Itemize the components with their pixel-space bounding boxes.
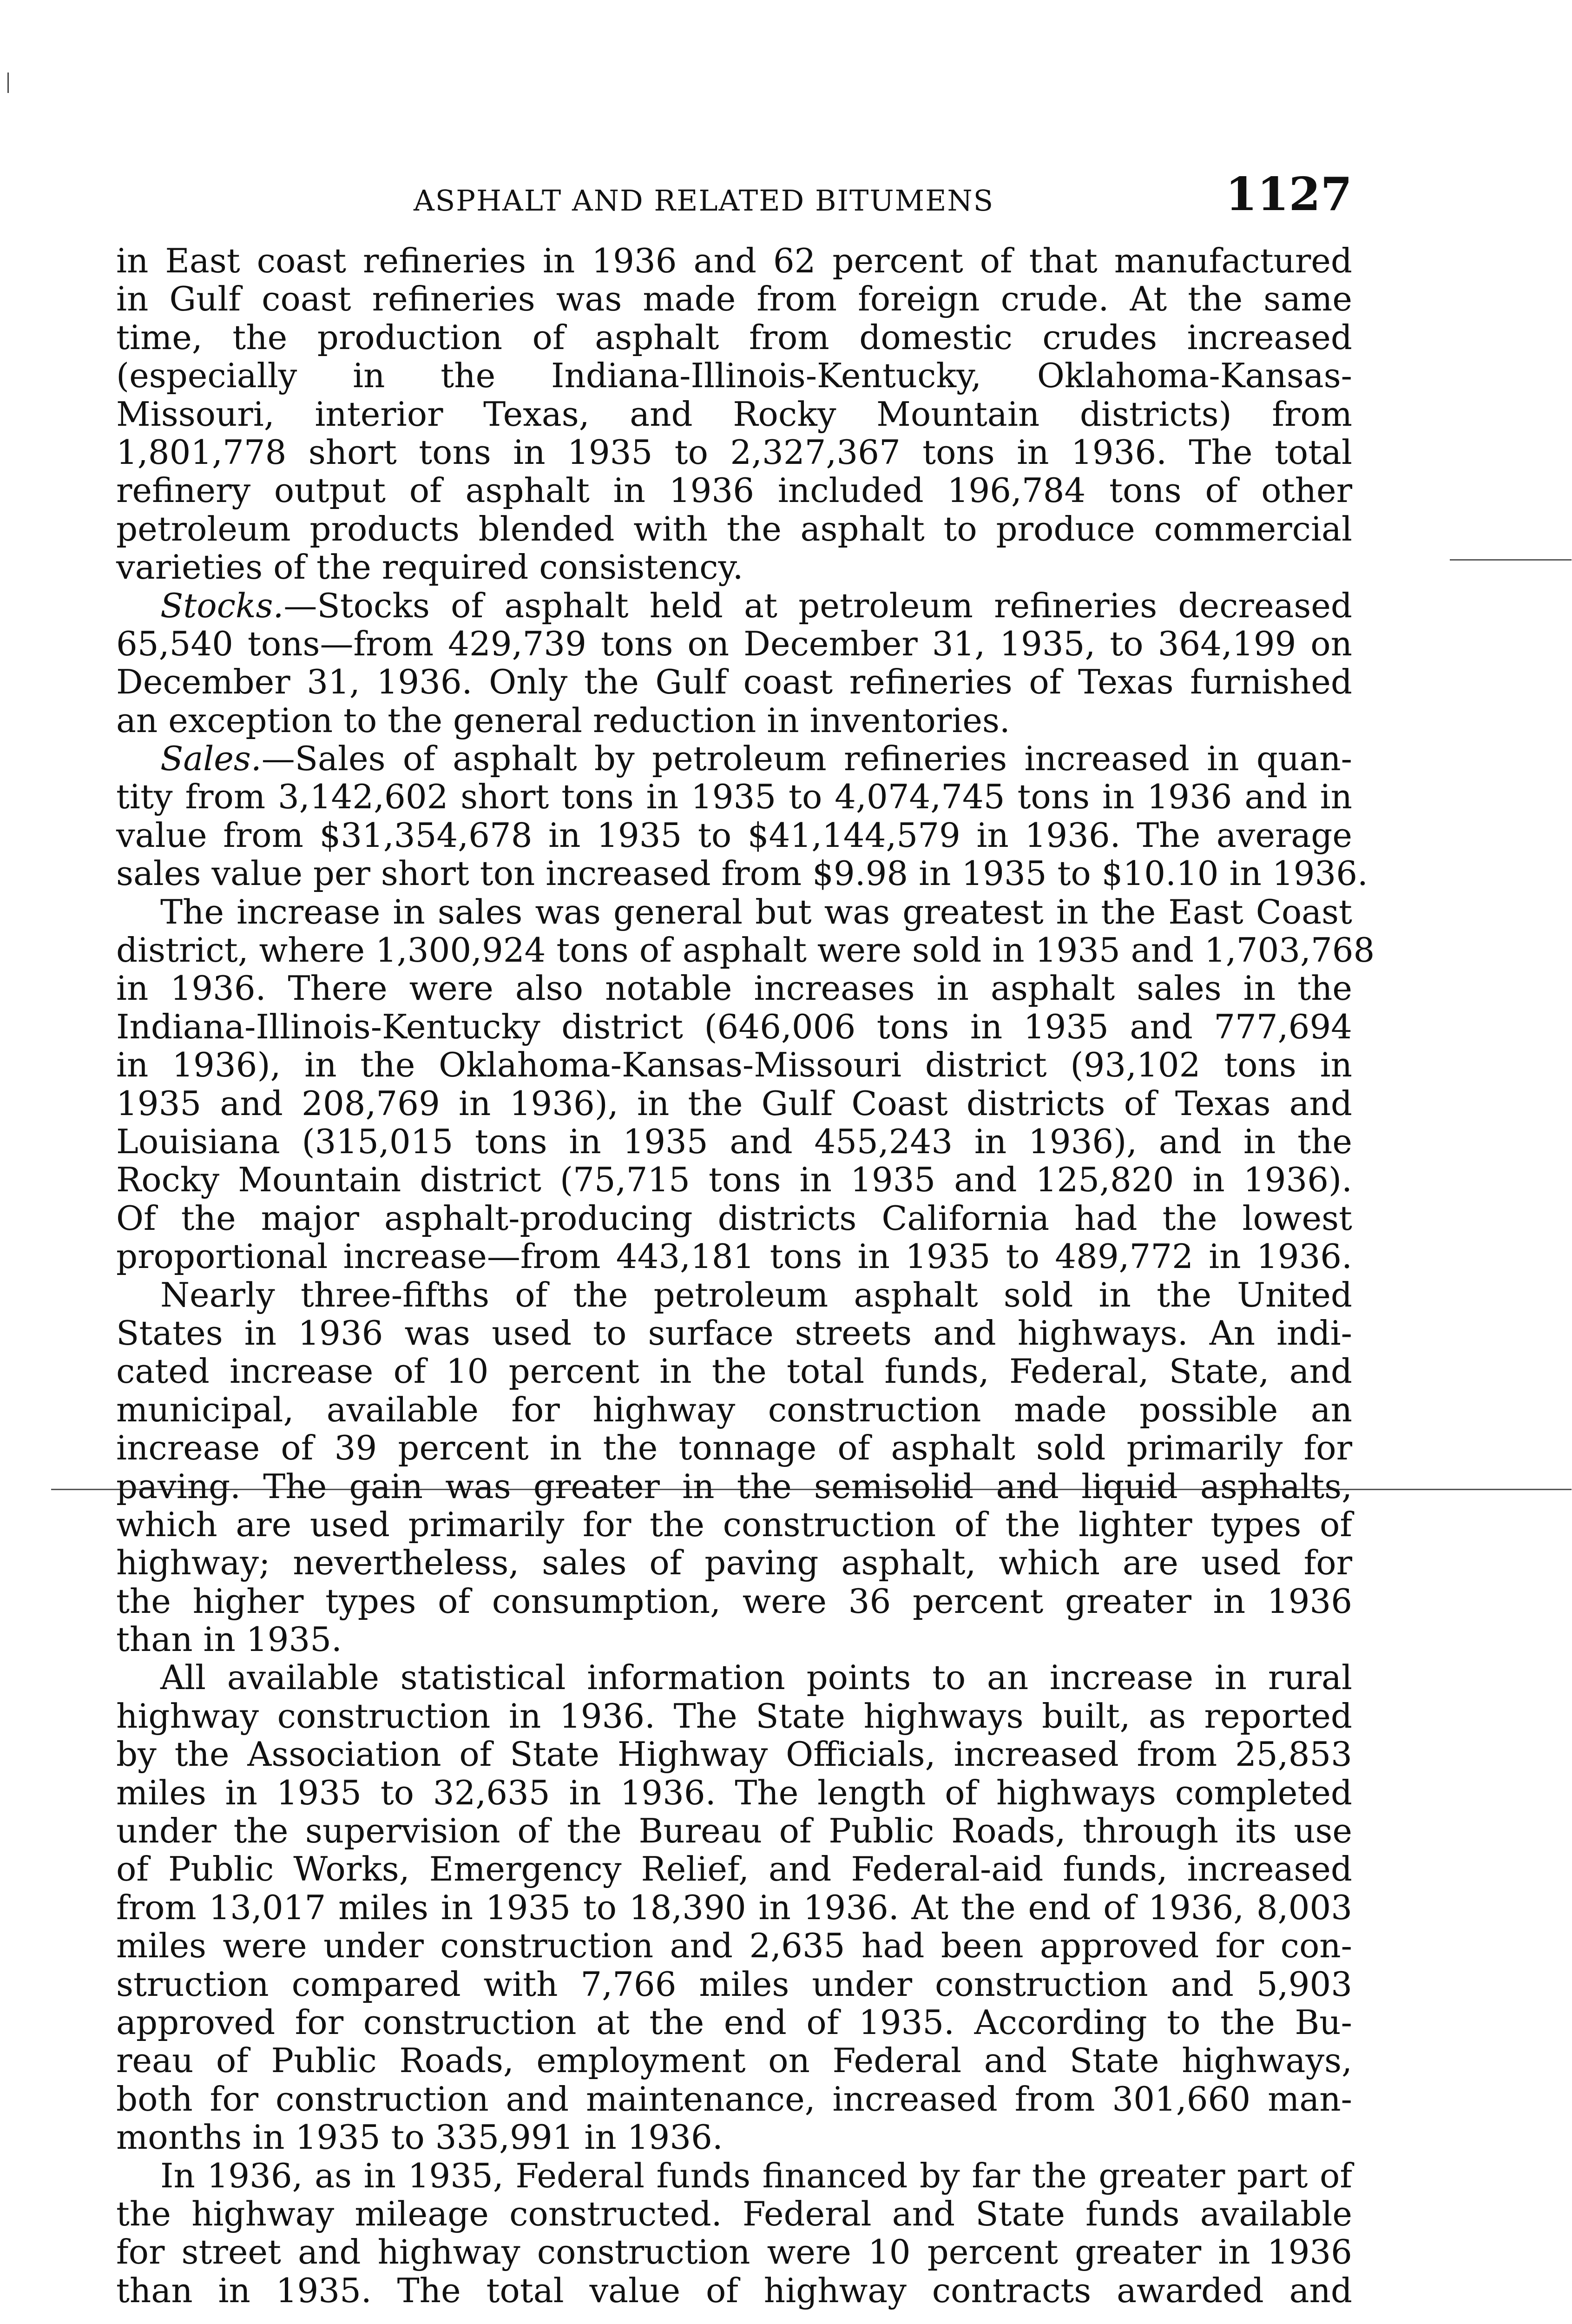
text-line: highway; nevertheless, sales of paving asphalt, which are used for: [116, 1543, 1352, 1583]
text-line: than in 1935.: [116, 1620, 342, 1659]
text-line: district, where 1,300,924 tons of asphalt were sold in 1935 and 1,703,768: [116, 931, 1375, 970]
paragraph-stocks: [116, 587, 1352, 740]
text-line: (especially in the Indiana-Illinois-Kentucky, Oklahoma-Kansas-: [116, 356, 1352, 396]
text-line: in 1936), in the Oklahoma-Kansas-Missouri district (93,102 tons in: [116, 1045, 1352, 1085]
scan-rule-upper: [1450, 559, 1572, 561]
run-in-heading-stocks: Stocks.: [160, 586, 284, 625]
text-line: time, the production of asphalt from domestic crudes increased: [116, 317, 1352, 357]
paragraph-highway-construction: [116, 1658, 1352, 2156]
text-line: struction compared with 7,766 miles under construction and 5,903: [116, 1964, 1352, 2004]
text-line: The increase in sales was general but was greatest in the East Coast: [160, 892, 1352, 931]
text-line: in 1936. There were also notable increases in asphalt sales in the: [116, 969, 1352, 1008]
text-line: States in 1936 was used to surface streets and highways. An indi-: [116, 1313, 1352, 1353]
text-line: than in 1935. The total value of highway contracts awarded and: [116, 2271, 1352, 2310]
paragraph-sales-increase: [116, 892, 1375, 1276]
text-line: varieties of the required consistency.: [116, 548, 743, 587]
text-line: which are used primarily for the construction of the lighter types of: [116, 1505, 1352, 1544]
text-line: Rocky Mountain district (75,715 tons in 1935 and 125,820 in 1936).: [116, 1160, 1352, 1200]
text-line: In 1936, as in 1935, Federal funds financed by far the greater part of: [160, 2156, 1352, 2195]
text-line: of Public Works, Emergency Relief, and Federal-aid funds, increased: [116, 1849, 1352, 1889]
text-line: [116, 739, 1352, 778]
paragraph-continuation: [116, 242, 1352, 587]
text-line: cated increase of 10 percent in the total funds, Federal, State, and: [116, 1352, 1352, 1391]
text-line: from 13,017 miles in 1935 to 18,390 in 1936. At the end of 1936, 8,003: [116, 1888, 1352, 1927]
text-line: [116, 587, 1352, 625]
paragraph-sales: [116, 739, 1368, 893]
text-run: —Stocks of asphalt held at petroleum refineries decreased: [283, 586, 1352, 625]
text-line: in Gulf coast refineries was made from foreign crude. At the same: [116, 279, 1352, 319]
text-line: reau of Public Roads, employment on Federal and State highways,: [116, 2041, 1352, 2080]
text-line: the higher types of consumption, were 36 percent greater in 1936: [116, 1581, 1352, 1621]
text-line: Of the major asphalt-producing districts California had the lowest: [116, 1198, 1352, 1238]
text-line: miles were under construction and 2,635 had been approved for con-: [116, 1926, 1352, 1966]
text-line: both for construction and maintenance, increased from 301,660 man-: [116, 2079, 1352, 2119]
text-line: municipal, available for highway construction made possible an: [116, 1390, 1352, 1429]
text-line: 65,540 tons—from 429,739 tons on December 31, 1935, to 364,199 on: [116, 624, 1352, 663]
text-line: under the supervision of the Bureau of Public Roads, through its use: [116, 1811, 1352, 1851]
text-line: by the Association of State Highway Officials, increased from 25,853: [116, 1735, 1352, 1774]
text-line: tity from 3,142,602 short tons in 1935 to 4,074,745 tons in 1936 and in: [116, 777, 1352, 817]
text-line: 1,801,778 short tons in 1935 to 2,327,367 tons in 1936. The total: [116, 432, 1352, 472]
body-text: [116, 241, 1375, 2310]
text-line: All available statistical information points to an increase in rural: [160, 1658, 1352, 1697]
page-number: 1127: [1225, 168, 1352, 221]
text-line: Nearly three-fifths of the petroleum asphalt sold in the United: [160, 1275, 1352, 1314]
text-line: approved for construction at the end of 1935. According to the Bu-: [116, 2002, 1352, 2042]
text-line: Louisiana (315,015 tons in 1935 and 455,243 in 1936), and in the: [116, 1122, 1352, 1161]
text-line: increase of 39 percent in the tonnage of asphalt sold primarily for: [116, 1428, 1352, 1468]
text-line: December 31, 1936. Only the Gulf coast refineries of Texas furnished: [116, 662, 1352, 702]
text-line: in East coast refineries in 1936 and 62 percent of that manufactured: [116, 241, 1352, 280]
page-header: [116, 168, 1352, 229]
text-line: Missouri, interior Texas, and Rocky Mountain districts) from: [116, 394, 1352, 434]
text-line: paving. The gain was greater in the semisolid and liquid asphalts,: [116, 1466, 1352, 1506]
paragraph-highways-usage: [116, 1276, 1352, 1659]
text-line: the highway mileage constructed. Federal and State funds available: [116, 2194, 1352, 2233]
text-line: value from $31,354,678 in 1935 to $41,144,579 in 1936. The average: [116, 815, 1352, 855]
text-line: Indiana-Illinois-Kentucky district (646,006 tons in 1935 and 777,694: [116, 1007, 1352, 1046]
text-line: refinery output of asphalt in 1936 included 196,784 tons of other: [116, 471, 1352, 510]
text-line: 1935 and 208,769 in 1936), in the Gulf Coast districts of Texas and: [116, 1083, 1352, 1123]
text-line: highway construction in 1936. The State highways built, as reported: [116, 1696, 1352, 1736]
paragraph-federal-funds: [116, 2157, 1352, 2310]
text-line: for street and highway construction were 10 percent greater in 1936: [116, 2232, 1352, 2272]
text-run: —Sales of asphalt by petroleum refineries increased in quan-: [261, 739, 1352, 779]
margin-mark: [7, 73, 9, 93]
text-line: petroleum products blended with the asphalt to produce commercial: [116, 509, 1352, 548]
text-line: miles in 1935 to 32,635 in 1936. The length of highways completed: [116, 1773, 1352, 1812]
running-head: ASPHALT AND RELATED BITUMENS: [414, 184, 994, 218]
run-in-heading-sales: Sales.: [160, 739, 262, 779]
text-line: proportional increase—from 443,181 tons in 1935 to 489,772 in 1936.: [116, 1237, 1352, 1276]
text-line: sales value per short ton increased from $9.98 in 1935 to $10.10 in 1936.: [116, 854, 1368, 893]
text-line: an exception to the general reduction in inventories.: [116, 700, 1010, 740]
text-line: months in 1935 to 335,991 in 1936.: [116, 2118, 723, 2157]
